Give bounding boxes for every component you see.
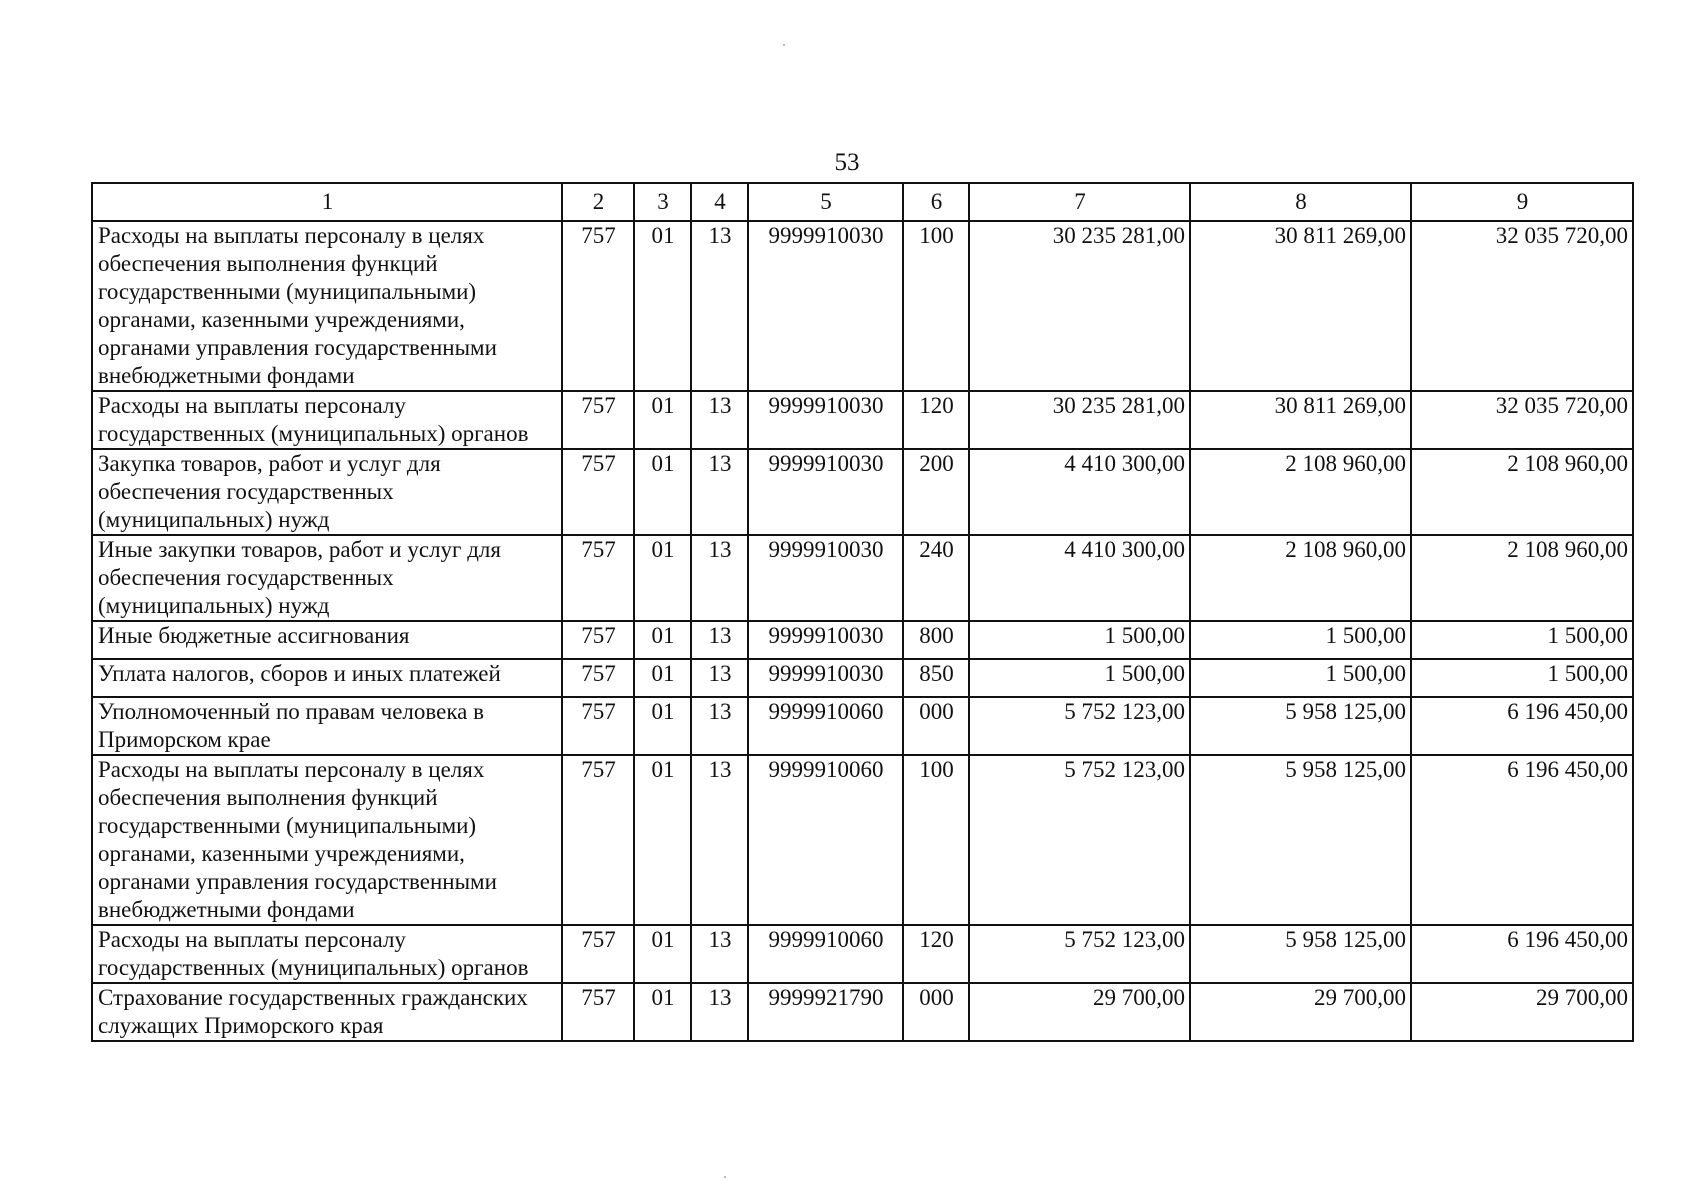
row-code-5: 9999910030 <box>748 391 903 449</box>
row-code-6: 120 <box>903 925 969 983</box>
row-amount-8: 2 108 960,00 <box>1190 535 1411 621</box>
budget-table <box>91 182 1634 1042</box>
row-amount-9: 6 196 450,00 <box>1411 925 1633 983</box>
header-cell-8: 8 <box>1190 183 1411 221</box>
table-row <box>92 621 1633 659</box>
row-amount-7: 1 500,00 <box>969 621 1190 659</box>
row-code-4: 13 <box>691 925 748 983</box>
row-code-2: 757 <box>562 621 634 659</box>
row-code-6: 800 <box>903 621 969 659</box>
row-code-4: 13 <box>691 659 748 697</box>
row-amount-7: 29 700,00 <box>969 983 1190 1041</box>
scan-speck <box>783 44 785 46</box>
row-code-6: 850 <box>903 659 969 697</box>
row-code-2: 757 <box>562 221 634 391</box>
row-amount-8: 30 811 269,00 <box>1190 391 1411 449</box>
table-row <box>92 697 1633 755</box>
row-code-5: 9999910060 <box>748 755 903 925</box>
table-row <box>92 221 1633 391</box>
row-name: Расходы на выплаты персоналу государственных (муниципальных) органов <box>92 925 562 983</box>
row-code-5: 9999910060 <box>748 697 903 755</box>
row-amount-7: 30 235 281,00 <box>969 221 1190 391</box>
header-row <box>92 183 1633 221</box>
row-code-6: 120 <box>903 391 969 449</box>
row-amount-7: 4 410 300,00 <box>969 449 1190 535</box>
row-amount-7: 1 500,00 <box>969 659 1190 697</box>
row-code-3: 01 <box>634 659 691 697</box>
row-code-2: 757 <box>562 697 634 755</box>
header-cell-9: 9 <box>1411 183 1633 221</box>
row-name: Уполномоченный по правам человека в Приморском крае <box>92 697 562 755</box>
row-name: Расходы на выплаты персоналу в целях обеспечения выполнения функций государственными (муниципальными) органами, казенными учреждениями, органами управления государственными внебюджетными фондами <box>92 221 562 391</box>
header-cell-7: 7 <box>969 183 1190 221</box>
row-amount-9: 2 108 960,00 <box>1411 449 1633 535</box>
row-amount-9: 32 035 720,00 <box>1411 221 1633 391</box>
row-code-5: 9999910030 <box>748 221 903 391</box>
row-name: Иные закупки товаров, работ и услуг для обеспечения государственных (муниципальных) нужд <box>92 535 562 621</box>
row-code-3: 01 <box>634 221 691 391</box>
row-code-4: 13 <box>691 697 748 755</box>
row-amount-8: 5 958 125,00 <box>1190 925 1411 983</box>
row-name: Иные бюджетные ассигнования <box>92 621 562 659</box>
header-cell-1: 1 <box>92 183 562 221</box>
row-code-6: 200 <box>903 449 969 535</box>
row-amount-9: 32 035 720,00 <box>1411 391 1633 449</box>
row-amount-8: 2 108 960,00 <box>1190 449 1411 535</box>
row-code-3: 01 <box>634 535 691 621</box>
row-amount-7: 5 752 123,00 <box>969 925 1190 983</box>
row-amount-7: 5 752 123,00 <box>969 697 1190 755</box>
row-code-4: 13 <box>691 391 748 449</box>
row-code-5: 9999910030 <box>748 621 903 659</box>
row-amount-8: 1 500,00 <box>1190 659 1411 697</box>
row-code-2: 757 <box>562 983 634 1041</box>
row-code-5: 9999910060 <box>748 925 903 983</box>
row-code-2: 757 <box>562 925 634 983</box>
row-code-2: 757 <box>562 449 634 535</box>
row-code-5: 9999910030 <box>748 659 903 697</box>
row-name: Страхование государственных гражданских служащих Приморского края <box>92 983 562 1041</box>
row-amount-9: 29 700,00 <box>1411 983 1633 1041</box>
row-amount-7: 5 752 123,00 <box>969 755 1190 925</box>
table-row <box>92 535 1633 621</box>
row-name: Расходы на выплаты персоналу в целях обеспечения выполнения функций государственными (муниципальными) органами, казенными учреждениями, органами управления государственными внебюджетными фондами <box>92 755 562 925</box>
header-cell-2: 2 <box>562 183 634 221</box>
table-row <box>92 755 1633 925</box>
row-code-4: 13 <box>691 449 748 535</box>
table-row <box>92 925 1633 983</box>
row-amount-9: 6 196 450,00 <box>1411 697 1633 755</box>
row-code-3: 01 <box>634 621 691 659</box>
row-code-2: 757 <box>562 659 634 697</box>
header-cell-6: 6 <box>903 183 969 221</box>
row-amount-8: 1 500,00 <box>1190 621 1411 659</box>
table-row <box>92 391 1633 449</box>
table-row <box>92 449 1633 535</box>
row-amount-7: 4 410 300,00 <box>969 535 1190 621</box>
row-amount-8: 30 811 269,00 <box>1190 221 1411 391</box>
row-code-4: 13 <box>691 983 748 1041</box>
row-amount-8: 29 700,00 <box>1190 983 1411 1041</box>
header-cell-4: 4 <box>691 183 748 221</box>
row-amount-9: 1 500,00 <box>1411 621 1633 659</box>
row-code-6: 100 <box>903 221 969 391</box>
row-amount-9: 6 196 450,00 <box>1411 755 1633 925</box>
row-code-3: 01 <box>634 697 691 755</box>
table-row <box>92 659 1633 697</box>
header-cell-5: 5 <box>748 183 903 221</box>
row-code-5: 9999910030 <box>748 449 903 535</box>
row-code-4: 13 <box>691 755 748 925</box>
row-code-5: 9999910030 <box>748 535 903 621</box>
row-code-2: 757 <box>562 391 634 449</box>
row-name: Уплата налогов, сборов и иных платежей <box>92 659 562 697</box>
row-code-4: 13 <box>691 221 748 391</box>
row-code-5: 9999921790 <box>748 983 903 1041</box>
row-amount-7: 30 235 281,00 <box>969 391 1190 449</box>
row-name: Закупка товаров, работ и услуг для обеспечения государственных (муниципальных) нужд <box>92 449 562 535</box>
row-code-6: 000 <box>903 983 969 1041</box>
row-amount-9: 2 108 960,00 <box>1411 535 1633 621</box>
row-amount-9: 1 500,00 <box>1411 659 1633 697</box>
row-code-2: 757 <box>562 755 634 925</box>
row-code-3: 01 <box>634 449 691 535</box>
scan-speck <box>724 1176 726 1178</box>
row-code-3: 01 <box>634 925 691 983</box>
row-code-6: 000 <box>903 697 969 755</box>
table-row <box>92 983 1633 1041</box>
row-code-3: 01 <box>634 983 691 1041</box>
row-name: Расходы на выплаты персоналу государственных (муниципальных) органов <box>92 391 562 449</box>
row-amount-8: 5 958 125,00 <box>1190 755 1411 925</box>
row-code-6: 100 <box>903 755 969 925</box>
row-code-3: 01 <box>634 391 691 449</box>
row-code-6: 240 <box>903 535 969 621</box>
row-code-4: 13 <box>691 535 748 621</box>
row-code-2: 757 <box>562 535 634 621</box>
row-amount-8: 5 958 125,00 <box>1190 697 1411 755</box>
header-cell-3: 3 <box>634 183 691 221</box>
row-code-3: 01 <box>634 755 691 925</box>
row-code-4: 13 <box>691 621 748 659</box>
page-number: 53 <box>834 149 860 176</box>
